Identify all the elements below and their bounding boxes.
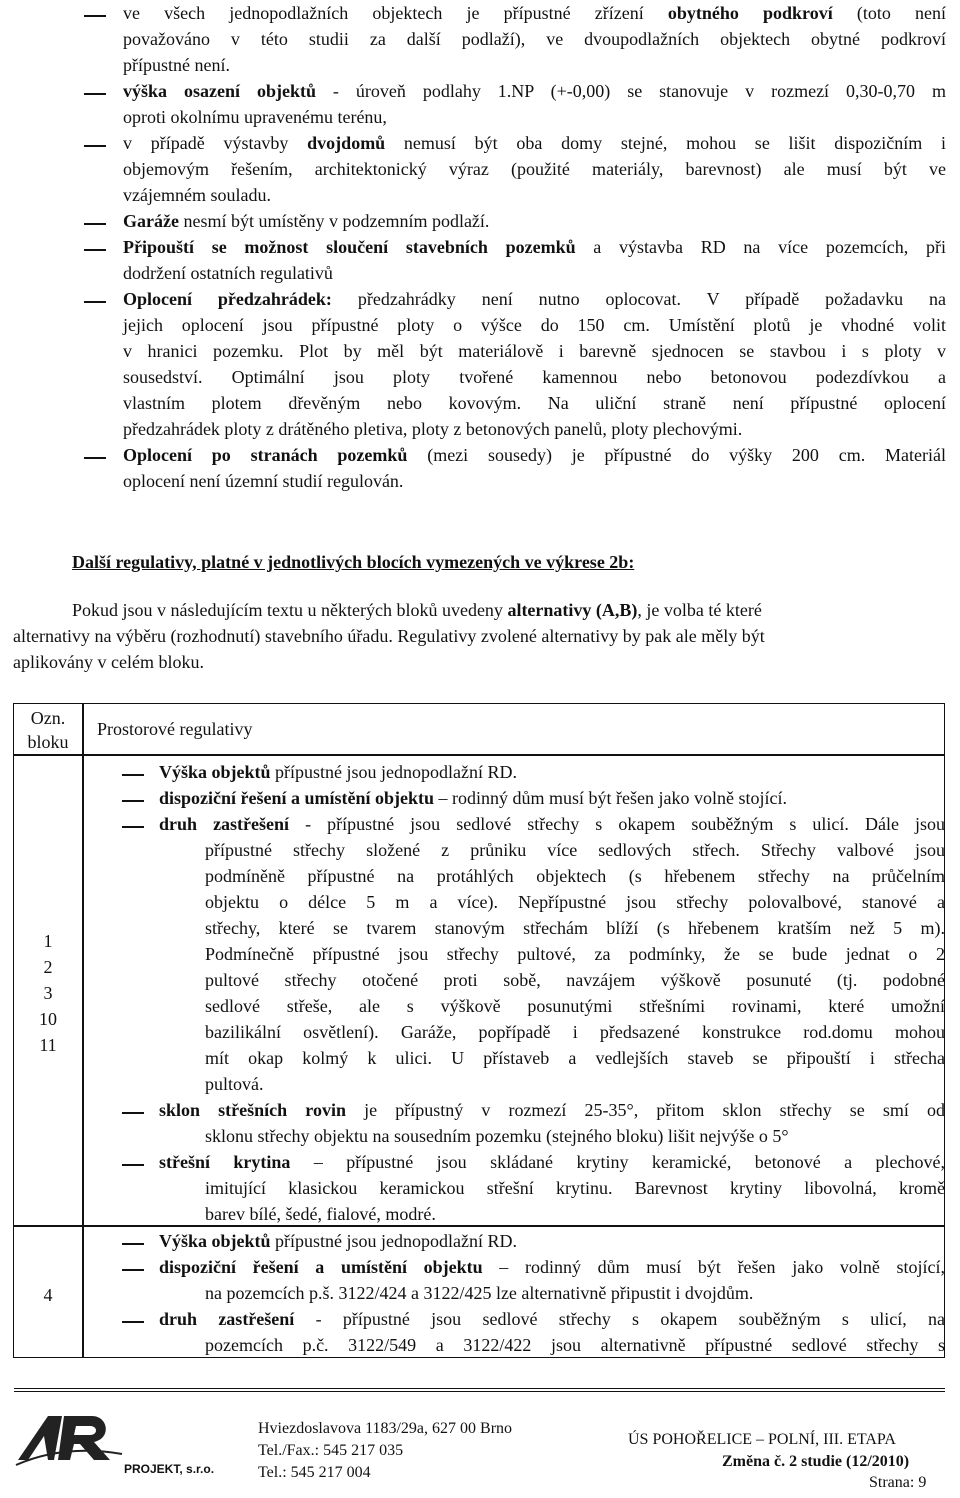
block-number: 4: [43, 1285, 53, 1305]
dash-bullet: [122, 1321, 144, 1323]
col2-header: Prostorové regulativy: [97, 719, 253, 739]
regulation-line: sklonu střechy objektu na sousedním pozemku (stejného bloku) lišit nejvýše o 5°: [205, 1126, 789, 1146]
regulation-line: dispoziční řešení a umístění objektu – rodinný dům musí být řešen jako volně stojící.: [159, 788, 787, 808]
bullet-line: oplocení není územní studií regulován.: [123, 471, 404, 491]
regulation-line: dispoziční řešení a umístění objektu – rodinný dům musí být řešen jako volně stojící,: [159, 1257, 945, 1277]
dash-bullet: [84, 145, 106, 147]
bullet-line: vzájemném souladu.: [123, 185, 271, 205]
bullet-line: Připouští se možnost sloučení stavebních pozemků a výstavba RD na více pozemcích, při: [123, 237, 946, 257]
bullet-line: předzahrádek ploty z drátěného pletiva, ploty z betonových panelů, ploty plechovými.: [123, 419, 743, 439]
bullet-line: Oplocení po stranách pozemků (mezi sousedy) je přípustné do výšky 200 cm. Materiál: [123, 445, 946, 465]
bullet-line: Garáže nesmí být umístěny v podzemním podlaží.: [123, 211, 490, 231]
footer-telfax: Tel./Fax.: 545 217 035: [258, 1442, 404, 1459]
bullet-line: objemovým řešením, architektonický výraz (použité materiály, barevnost) ale musí být ve: [123, 159, 946, 179]
regulation-line: pozemcích p.č. 3122/549 a 3122/422 jsou alternativně přípustné sedlové střechy s: [205, 1335, 945, 1355]
regulation-line: barev bílé, šedé, fialové, modré.: [205, 1204, 436, 1224]
dash-bullet: [122, 800, 144, 802]
intro-line: Pokud jsou v následujícím textu u některých bloků uvedeny alternativy (A,B), je volba té které: [72, 600, 762, 620]
regulation-line: sedlové střeše, ale s výškově posunutými střešními rovinami, které umožní: [205, 996, 945, 1016]
block-number: 3: [43, 983, 53, 1003]
bullet-line: sousedství. Optimální jsou ploty tvořené kamennou nebo betonovou podezdívkou a: [123, 367, 946, 387]
regulation-line: sklon střešních rovin je přípustný v rozmezí 25-35°, přitom sklon střechy se smí od: [159, 1100, 945, 1120]
dash-bullet: [84, 93, 106, 95]
regulation-line: střechy, které se tvarem stanovým střechám blíží (s hřebenem kratším než 5 m).: [205, 918, 945, 938]
dash-bullet: [122, 774, 144, 776]
company-logo: [14, 1408, 124, 1473]
bullet-line: výška osazení objektů - úroveň podlahy 1.NP (+-0,00) se stanovuje v rozmezí 0,30-0,70 m: [123, 81, 946, 101]
regulation-line: druh zastřešení - přípustné jsou sedlové střechy s okapem souběžným s ulicí. Dále jsou: [159, 814, 945, 834]
bullet-line: jejich oplocení jsou přípustné ploty o výšce do 150 cm. Umístění plotů je vhodné volit: [123, 315, 946, 335]
regulation-line: Podmínečně přípustné jsou střechy pultové, za podmínky, že se bude jednat o 2: [205, 944, 945, 964]
regulation-line: druh zastřešení - přípustné jsou sedlové střechy s okapem souběžným s ulicí, na: [159, 1309, 945, 1329]
regulation-line: Výška objektů přípustné jsou jednopodlažní RD.: [159, 1231, 518, 1251]
regulation-line: na pozemcích p.š. 3122/424 a 3122/425 lze alternativně připustit i dvojdům.: [205, 1283, 754, 1303]
bullet-line: Oplocení předzahrádek: předzahrádky není nutno oplocovat. V případě požadavku na: [123, 289, 946, 309]
bullet-line: oproti okolnímu upravenému terénu,: [123, 107, 387, 127]
dash-bullet: [122, 826, 144, 828]
block-number: 1: [43, 931, 53, 951]
col1-header-line: Ozn.: [30, 708, 66, 728]
regulation-line: Výška objektů přípustné jsou jednopodlažní RD.: [159, 762, 518, 782]
bullet-line: ve všech jednopodlažních objektech je přípustné zřízení obytného podkroví (toto není: [123, 3, 946, 23]
block-number: 2: [43, 957, 53, 977]
regulation-line: mít okap kolmý k ulici. U přístaveb a vedlejších staveb se připouští i střecha: [205, 1048, 945, 1068]
dash-bullet: [84, 457, 106, 459]
dash-bullet: [122, 1243, 144, 1245]
dash-bullet: [122, 1164, 144, 1166]
bullet-line: v případě výstavby dvojdomů nemusí být oba domy stejné, mohou se lišit dispozičním i: [123, 133, 946, 153]
bullet-line: přípustné není.: [123, 55, 230, 75]
block-number: 10: [39, 1009, 57, 1029]
bullet-line: dodržení ostatních regulativů: [123, 263, 333, 283]
regulation-line: bazilikální osvětlení). Garáže, popřípadě i předsazené konstrukce rod.domu mohou: [205, 1022, 945, 1042]
regulation-line: imitující klasickou keramickou střešní krytinu. Barevnost krytiny libovolná, kromě: [205, 1178, 945, 1198]
regulation-line: střešní krytina – přípustné jsou skládané krytiny keramické, betonové a plechové,: [159, 1152, 946, 1172]
regulation-line: objektu o délce 5 m a více). Nepřípustné jsou střechy polovalbové, stanové a: [205, 892, 945, 912]
bullet-line: v hranici pozemku. Plot by měl být materiálově i barevně sjednocen se stavbou i s ploty v: [123, 341, 946, 361]
regulation-line: podmíněně přípustné na protáhlých objektech (s hřebenem střechy na průčelním: [205, 866, 945, 886]
intro-line: alternativy na výběru (rozhodnutí) stavebního úřadu. Regulativy zvolené alternativy by pak ale měly být: [13, 626, 765, 646]
section-heading: Další regulativy, platné v jednotlivých blocích vymezených ve výkrese 2b:: [72, 552, 635, 572]
footer-address: Hviezdoslavova 1183/29a, 627 00 Brno: [258, 1420, 513, 1437]
table-header-divider: [13, 754, 945, 756]
regulation-line: přípustné střechy složené z průniku více sedlových střech. Střechy valbové jsou: [205, 840, 945, 860]
col1-header-line: bloku: [27, 732, 69, 752]
block-number: 11: [39, 1035, 57, 1055]
dash-bullet: [84, 223, 106, 225]
table-row-divider: [13, 1225, 945, 1227]
dash-bullet: [84, 249, 106, 251]
footer-tel: Tel.: 545 217 004: [258, 1464, 371, 1481]
dash-bullet: [84, 15, 106, 17]
logo-label: PROJEKT, s.r.o.: [124, 1462, 215, 1476]
regulation-line: pultové střechy otočené proti sobě, navzájem výškově posunuté (tj. podobné: [205, 970, 945, 990]
footer-rule: [14, 1388, 945, 1392]
intro-line: aplikovány v celém bloku.: [13, 652, 204, 672]
bullet-line: vlastním plotem dřevěným nebo kovovým. Na uliční straně není přípustné oplocení: [123, 393, 946, 413]
dash-bullet: [122, 1269, 144, 1271]
dash-bullet: [84, 301, 106, 303]
footer-page-number: Strana: 9: [869, 1474, 927, 1491]
regulation-line: pultová.: [205, 1074, 264, 1094]
dash-bullet: [122, 1112, 144, 1114]
footer-project: ÚS POHOŘELICE – POLNÍ, III. ETAPA: [628, 1431, 896, 1448]
bullet-line: považováno v této studii za další podlaží), ve dvoupodlažních objektech obytné podkroví: [123, 29, 946, 49]
footer-change: Změna č. 2 studie (12/2010): [722, 1453, 910, 1470]
